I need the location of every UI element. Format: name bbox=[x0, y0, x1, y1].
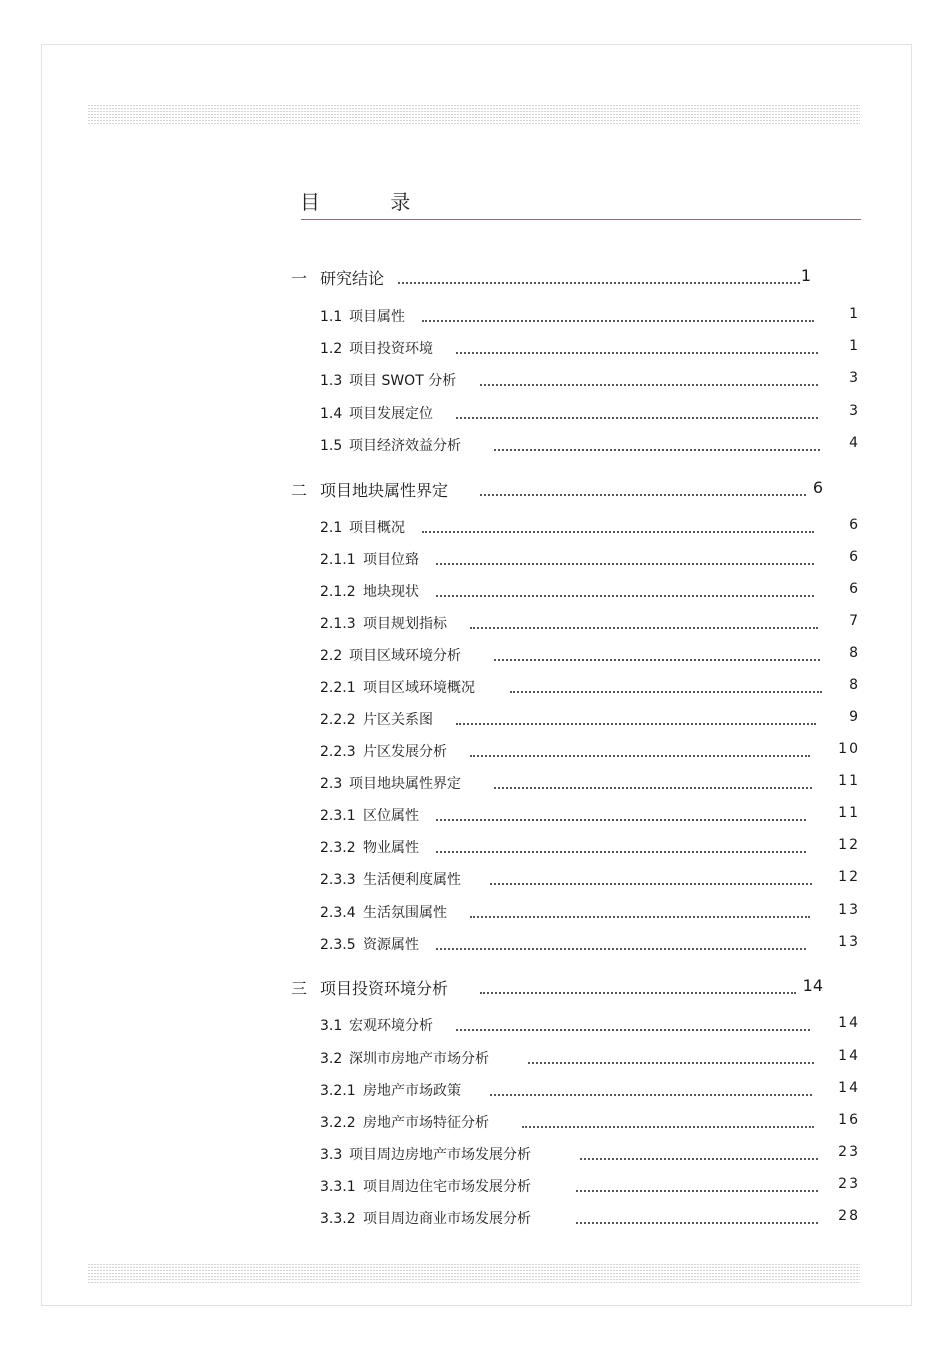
page-number: 12 bbox=[838, 837, 860, 853]
section-number: 3.2.2 bbox=[320, 1115, 356, 1131]
chapter-number: 一 bbox=[291, 269, 308, 288]
section-title: 片区关系图 bbox=[363, 712, 433, 728]
section-number: 3.3 bbox=[320, 1147, 343, 1163]
dot-leader bbox=[436, 851, 806, 853]
toc-entry-row[interactable] bbox=[320, 934, 860, 954]
section-number: 1.2 bbox=[320, 341, 343, 357]
toc-entry-row[interactable] bbox=[320, 1144, 860, 1164]
dot-leader bbox=[422, 531, 814, 533]
page-number: 23 bbox=[838, 1176, 860, 1192]
dot-leader bbox=[470, 916, 810, 918]
dot-leader bbox=[436, 563, 814, 565]
toc-entry-row[interactable] bbox=[320, 837, 860, 857]
dot-leader bbox=[510, 691, 822, 693]
toc-entry-row[interactable] bbox=[320, 677, 860, 697]
dot-leader bbox=[422, 320, 814, 322]
section-number: 3.1 bbox=[320, 1018, 343, 1034]
page-number: 13 bbox=[838, 934, 860, 950]
section-number: 1.5 bbox=[320, 438, 343, 454]
toc-entry-row[interactable] bbox=[320, 581, 860, 601]
page-number: 14 bbox=[802, 976, 823, 995]
toc-entry-row[interactable] bbox=[320, 869, 860, 889]
section-title: 项目投资环境 bbox=[349, 341, 433, 357]
section-number: 3.3.2 bbox=[320, 1211, 356, 1227]
chapter-number: 三 bbox=[291, 979, 308, 998]
dot-leader bbox=[490, 883, 812, 885]
section-title: 项目区域环境分析 bbox=[349, 648, 461, 664]
page-number: 7 bbox=[849, 613, 860, 629]
section-number: 2.2.3 bbox=[320, 744, 356, 760]
section-title: 项目概况 bbox=[349, 520, 405, 536]
chapter-title: 项目地块属性界定 bbox=[320, 481, 449, 500]
section-number: 2.1 bbox=[320, 520, 343, 536]
toc-entry-row[interactable] bbox=[320, 1048, 860, 1068]
section-title: 片区发展分析 bbox=[363, 744, 447, 760]
page-number: 1 bbox=[849, 338, 860, 354]
dot-leader bbox=[456, 1029, 810, 1031]
toc-entry-row[interactable] bbox=[320, 1176, 860, 1196]
section-title: 项目周边商业市场发展分析 bbox=[363, 1211, 531, 1227]
section-number: 2.3.4 bbox=[320, 905, 356, 921]
page-number: 13 bbox=[838, 902, 860, 918]
section-number: 2.1.2 bbox=[320, 584, 356, 600]
dot-leader bbox=[494, 787, 812, 789]
section-title: 地块现状 bbox=[363, 584, 419, 600]
chapter-title: 研究结论 bbox=[320, 269, 385, 288]
page-number: 23 bbox=[838, 1144, 860, 1160]
section-number: 3.2.1 bbox=[320, 1083, 356, 1099]
section-title: 项目发展定位 bbox=[349, 406, 433, 422]
section-number: 2.3 bbox=[320, 776, 343, 792]
chapter-title: 项目投资环境分析 bbox=[320, 979, 449, 998]
section-title: 区位属性 bbox=[363, 808, 419, 824]
section-number: 2.3.5 bbox=[320, 937, 356, 953]
page-number: 12 bbox=[838, 869, 860, 885]
dot-leader bbox=[470, 755, 810, 757]
toc-entry-row[interactable] bbox=[320, 902, 860, 922]
toc-entry-row[interactable] bbox=[320, 370, 860, 390]
section-title: 项目经济效益分析 bbox=[349, 438, 461, 454]
header-watermark-band bbox=[88, 104, 860, 124]
page-number: 8 bbox=[849, 677, 860, 693]
dot-leader bbox=[576, 1190, 818, 1192]
toc-entry-row[interactable] bbox=[320, 517, 860, 537]
dot-leader bbox=[456, 723, 816, 725]
dot-leader bbox=[576, 1222, 818, 1224]
toc-entry-row[interactable] bbox=[320, 1080, 860, 1100]
section-title: 宏观环境分析 bbox=[349, 1018, 433, 1034]
section-title: 房地产市场政策 bbox=[363, 1083, 461, 1099]
toc-entry-row[interactable] bbox=[320, 645, 860, 665]
section-title: 项目 SWOT 分析 bbox=[349, 373, 457, 389]
section-title: 项目属性 bbox=[349, 309, 405, 325]
dot-leader bbox=[528, 1062, 814, 1064]
dot-leader bbox=[480, 992, 796, 994]
toc-entry-row[interactable] bbox=[320, 435, 860, 455]
section-number: 2.2.2 bbox=[320, 712, 356, 728]
section-title: 项目地块属性界定 bbox=[349, 776, 461, 792]
page-number: 10 bbox=[838, 741, 860, 757]
section-title: 生活氛围属性 bbox=[363, 905, 447, 921]
page-number: 11 bbox=[838, 805, 860, 821]
page-number: 28 bbox=[838, 1208, 860, 1224]
section-number: 2.3.3 bbox=[320, 872, 356, 888]
dot-leader bbox=[490, 1094, 812, 1096]
page-number: 14 bbox=[838, 1080, 860, 1096]
footer-watermark-band bbox=[88, 1263, 860, 1283]
section-number: 2.3.1 bbox=[320, 808, 356, 824]
section-number: 3.2 bbox=[320, 1051, 343, 1067]
page-number: 6 bbox=[849, 517, 860, 533]
page-number: 4 bbox=[849, 435, 860, 451]
page-number: 14 bbox=[838, 1048, 860, 1064]
toc-entry-row[interactable] bbox=[320, 805, 860, 825]
page-number: 1 bbox=[800, 266, 811, 285]
section-number: 2.2 bbox=[320, 648, 343, 664]
section-number: 2.1.1 bbox=[320, 552, 356, 568]
section-title: 项目规划指标 bbox=[363, 616, 447, 632]
dot-leader bbox=[436, 819, 806, 821]
page-number: 11 bbox=[838, 773, 860, 789]
page-number: 14 bbox=[838, 1015, 860, 1031]
toc-entry-row[interactable] bbox=[320, 1112, 860, 1132]
toc-entry-row[interactable] bbox=[320, 306, 860, 326]
section-title: 项目周边住宅市场发展分析 bbox=[363, 1179, 531, 1195]
section-title: 生活便利度属性 bbox=[363, 872, 461, 888]
toc-entry-row[interactable] bbox=[320, 773, 860, 793]
toc-entry-row[interactable] bbox=[320, 1015, 860, 1035]
dot-leader bbox=[398, 282, 800, 284]
dot-leader bbox=[580, 1158, 818, 1160]
section-number: 2.2.1 bbox=[320, 680, 356, 696]
section-number: 1.3 bbox=[320, 373, 343, 389]
toc-entry-row[interactable] bbox=[320, 613, 860, 633]
toc-entry-row[interactable] bbox=[320, 741, 860, 761]
dot-leader bbox=[494, 449, 820, 451]
page-number: 16 bbox=[838, 1112, 860, 1128]
section-number: 2.3.2 bbox=[320, 840, 356, 856]
section-number: 1.1 bbox=[320, 309, 343, 325]
page-number: 3 bbox=[849, 370, 860, 386]
page-number: 6 bbox=[849, 549, 860, 565]
toc-entry-row[interactable] bbox=[320, 709, 860, 729]
page-number: 6 bbox=[849, 581, 860, 597]
dot-leader bbox=[522, 1126, 814, 1128]
page-number: 1 bbox=[849, 306, 860, 322]
dot-leader bbox=[494, 659, 820, 661]
dot-leader bbox=[470, 627, 818, 629]
page-number: 3 bbox=[849, 403, 860, 419]
section-title: 项目周边房地产市场发展分析 bbox=[349, 1147, 531, 1163]
chapter-number: 二 bbox=[291, 481, 308, 500]
page-number: 8 bbox=[849, 645, 860, 661]
section-title: 项目区域环境概况 bbox=[363, 680, 475, 696]
toc-entry-row[interactable] bbox=[320, 338, 860, 358]
section-title: 物业属性 bbox=[363, 840, 419, 856]
section-title: 项目位臵 bbox=[363, 552, 419, 568]
toc-entry-row[interactable] bbox=[320, 549, 860, 569]
section-number: 3.3.1 bbox=[320, 1179, 356, 1195]
dot-leader bbox=[480, 384, 818, 386]
toc-chapter-row[interactable] bbox=[291, 976, 823, 999]
toc-entry-row[interactable] bbox=[320, 1208, 860, 1228]
title-divider bbox=[301, 219, 861, 220]
dot-leader bbox=[456, 417, 818, 419]
section-title: 深圳市房地产市场分析 bbox=[349, 1051, 489, 1067]
dot-leader bbox=[480, 494, 806, 496]
dot-leader bbox=[436, 948, 806, 950]
page-number: 9 bbox=[849, 709, 860, 725]
toc-entry-row[interactable] bbox=[320, 403, 860, 423]
section-title: 房地产市场特征分析 bbox=[363, 1115, 489, 1131]
dot-leader bbox=[456, 352, 818, 354]
section-number: 2.1.3 bbox=[320, 616, 356, 632]
toc-chapter-row[interactable] bbox=[291, 478, 823, 501]
toc-title: 目 录 bbox=[300, 190, 443, 214]
section-title: 资源属性 bbox=[363, 937, 419, 953]
page-number: 6 bbox=[812, 478, 823, 497]
toc-chapter-row[interactable] bbox=[291, 266, 811, 289]
section-number: 1.4 bbox=[320, 406, 343, 422]
dot-leader bbox=[436, 595, 814, 597]
